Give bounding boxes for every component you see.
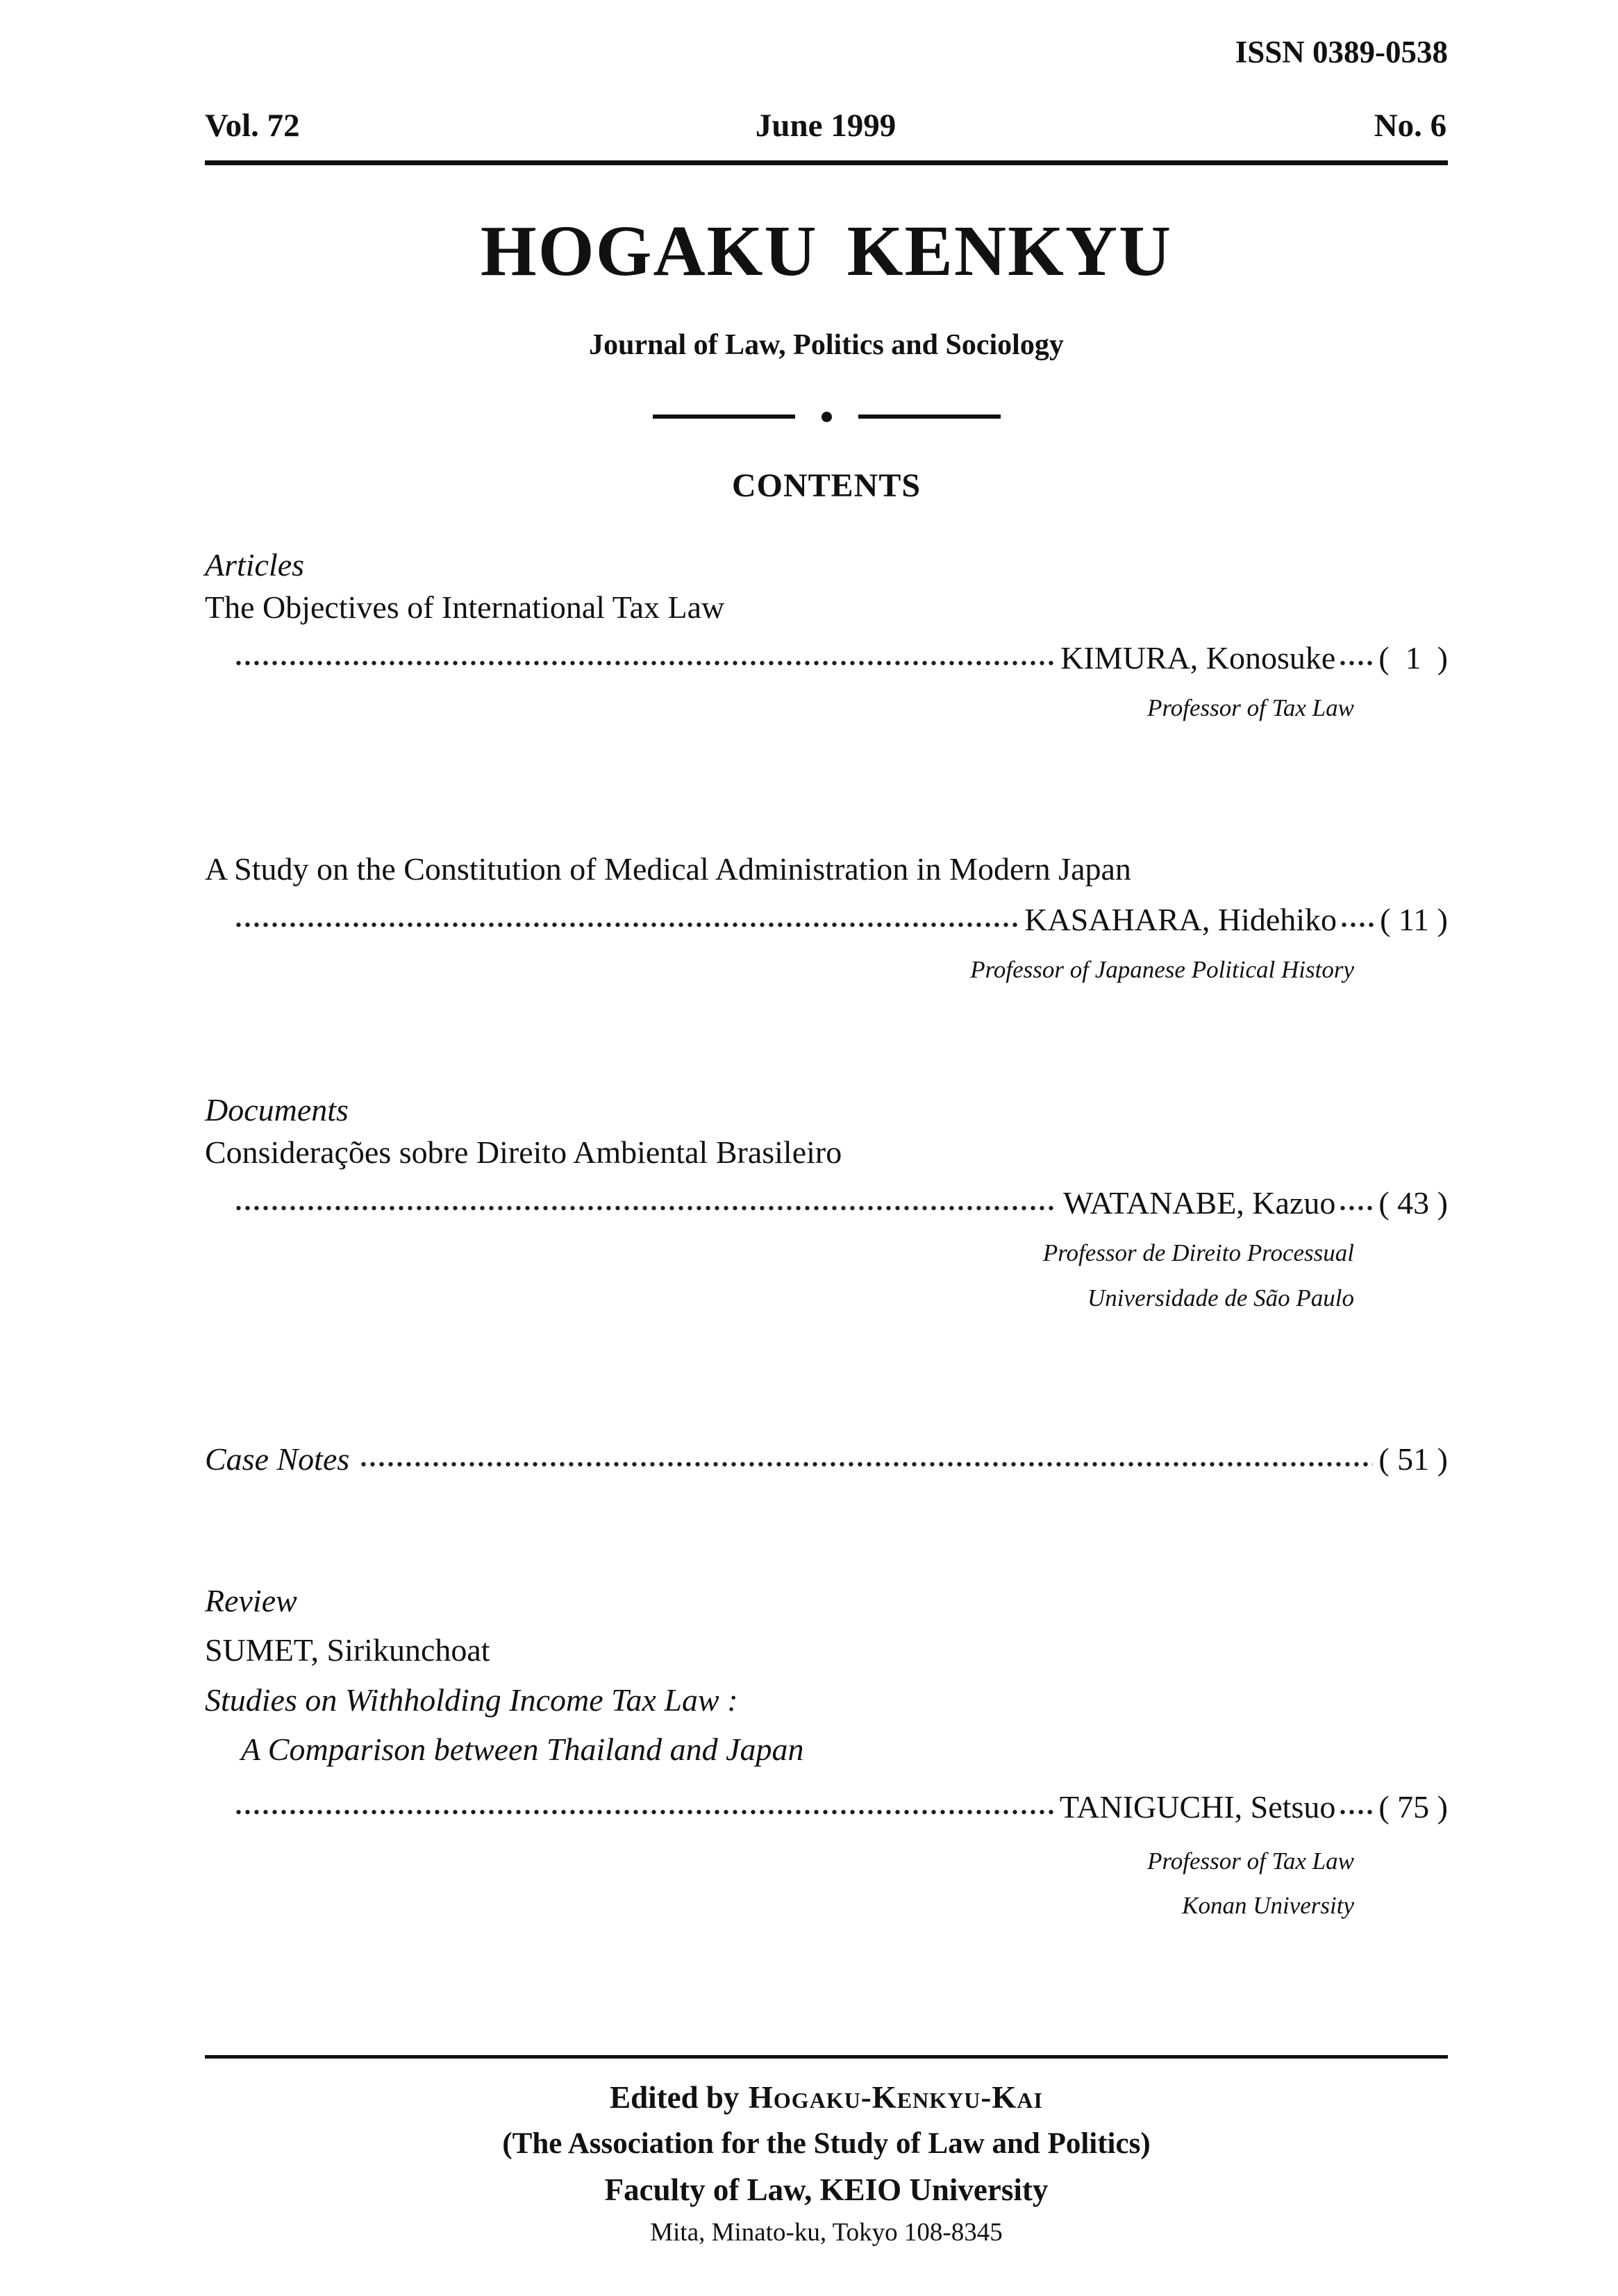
affiliation-line: Universidade de São Paulo [1087,1284,1354,1312]
association-line: (The Association for the Study of Law and Politics) [502,2127,1151,2160]
affiliation-line: Professor de Direito Processual [1042,1239,1354,1267]
entry-page-number: ( 51 ) [1378,1441,1448,1477]
dot-leader [234,919,1019,930]
journal-subtitle: Journal of Law, Politics and Sociology [589,328,1064,361]
toc-entry-case-notes [205,1438,1448,1480]
imprint-footer [205,2079,1448,2247]
entry-affiliations [205,948,1448,993]
section-label-articles: Articles [205,546,305,583]
entry-title: A Study on the Constitution of Medical Administration in Modern Japan [205,850,1131,887]
volume-header-row [205,106,1448,146]
section-label-review: Review [205,1583,297,1619]
edited-by-prefix: Edited by [610,2080,740,2115]
entry-author: TANIGUCHI, Setsuo [1059,1789,1336,1825]
entry-page-number: ( 43 ) [1378,1185,1448,1221]
reviewed-work-title-line-1: Studies on Withholding Income Tax Law : [205,1682,738,1718]
entry-author-line [205,898,1448,941]
entry-author: WATANABE, Kazuo [1063,1185,1336,1221]
volume-label: Vol. 72 [205,108,300,144]
toc-entry-review [205,1576,1448,1929]
affiliation-line: Professor of Japanese Political History [970,956,1354,984]
entry-author-line [205,1782,1448,1832]
editor-name: Hogaku-Kenkyu-Kai [748,2080,1043,2115]
entry-author: KIMURA, Konosuke [1060,639,1336,676]
ornament-divider [205,412,1448,422]
toc-entry-document-1 [205,1131,1448,1321]
affiliation-line: Professor of Tax Law [1147,1847,1354,1875]
affiliation-line: Konan University [1182,1892,1354,1920]
affiliation-line: Professor of Tax Law [1147,694,1354,722]
section-label-documents: Documents [205,1091,349,1128]
divider-line-right [858,414,1001,419]
dot-leader [234,1203,1058,1214]
issue-number: No. 6 [1374,108,1447,144]
header-rule [205,160,1448,165]
dot-leader [359,1459,1373,1470]
dot-leader-short [1340,919,1377,930]
toc-entry-article-1 [205,586,1448,731]
entry-affiliations [205,686,1448,731]
divider-line-left [653,414,795,419]
edited-by-line [205,2079,1448,2115]
entry-author: KASAHARA, Hidehiko [1024,901,1337,937]
footer-rule [205,2055,1448,2059]
entry-affiliations [205,1839,1448,1929]
reviewer-name: SUMET, Sirikunchoat [205,1632,490,1668]
entry-page-number: ( 1 ) [1378,639,1448,676]
entry-affiliations [205,1231,1448,1321]
issn-label: ISSN 0389-0538 [1235,35,1448,69]
dot-leader-short [1338,1203,1376,1214]
entry-title: Considerações sobre Direito Ambiental Brasileiro [205,1134,842,1171]
entry-author-line [205,637,1448,679]
table-of-contents [205,544,1448,1929]
toc-entry-article-2 [205,848,1448,993]
contents-heading: CONTENTS [731,467,921,504]
dot-leader-short [1338,657,1376,669]
address-line: Mita, Minato-ku, Tokyo 108-8345 [650,2218,1003,2247]
reviewed-work-title-line-2: A Comparison between Thailand and Japan [241,1731,804,1767]
dot-leader [234,1807,1054,1818]
entry-title: The Objectives of International Tax Law [205,589,725,625]
flex-spacer [205,1929,1448,2055]
divider-dot [821,412,832,422]
issue-date: June 1999 [755,108,896,144]
dot-leader-short [1338,1807,1376,1818]
entry-page-number: ( 75 ) [1378,1789,1448,1825]
entry-page-number: ( 11 ) [1380,901,1448,937]
case-notes-label: Case Notes [205,1441,350,1477]
dot-leader [234,657,1055,669]
entry-author-line [205,1182,1448,1224]
faculty-line: Faculty of Law, KEIO University [604,2172,1049,2207]
journal-title: HOGAKU KENKYU [480,210,1173,291]
